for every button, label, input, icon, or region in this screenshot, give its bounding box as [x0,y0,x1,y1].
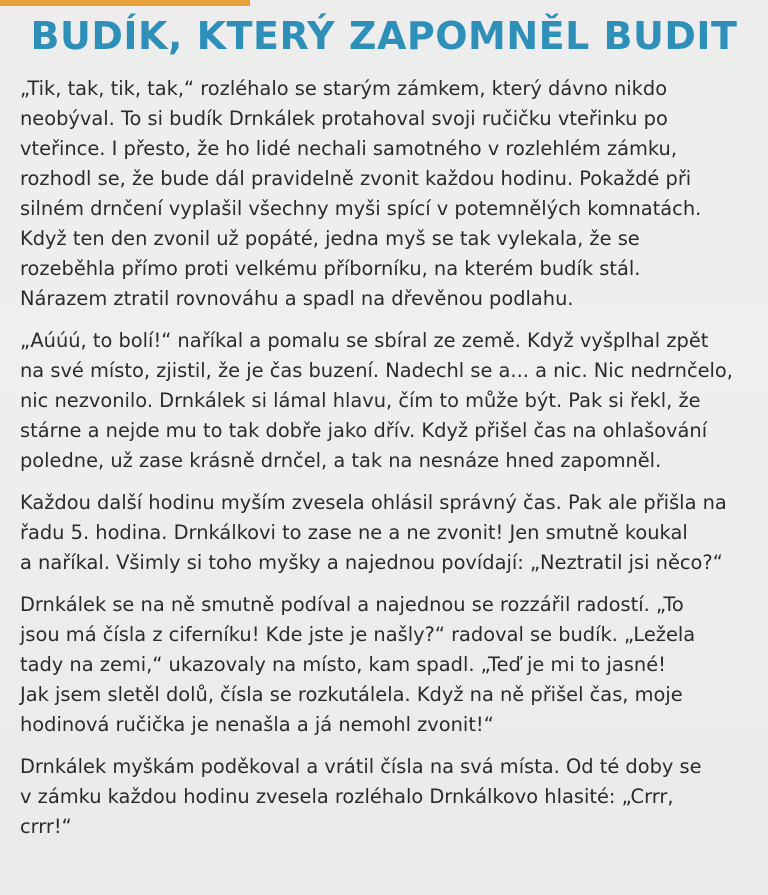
text-line: „Tik, tak, tik, tak,“ rozléhalo se starým zámkem, který dávno nikdo [20,77,668,100]
text-line: silném drnčení vyplašil všechny myši spící v potemnělých komnatách. [20,197,702,220]
orange-corner-accent [0,0,250,6]
paragraph-1 [20,74,755,314]
text-line: Nárazem ztratil rovnováhu a spadl na dřevěnou podlahu. [20,287,574,310]
text-line: Drnkálek se na ně smutně podíval a najednou se rozzářil radostí. „To [20,593,684,616]
paragraph-2 [20,326,755,476]
text-line: vteřince. I přesto, že ho lidé nechali samotného v rozlehlém zámku, [20,137,678,160]
text-line: řadu 5. hodina. Drnkálkovi to zase ne a ne zvonit! Jen smutně koukal [20,521,688,544]
text-line: hodinová ručička je nenašla a já nemohl zvonit!“ [20,713,494,736]
text-line: v zámku každou hodinu zvesela rozléhalo Drnkálkovo hlasité: „Crrr, [20,785,674,808]
text-line: Když ten den zvonil už popáté, jedna myš se tak vylekala, že se [20,227,640,250]
text-line: a naříkal. Všimly si toho myšky a najednou povídají: „Neztratil jsi něco?“ [20,551,723,574]
text-line: poledne, už zase krásně drnčel, a tak na nesnáze hned zapomněl. [20,449,662,472]
text-line: Drnkálek myškám poděkoval a vrátil čísla na svá místa. Od té doby se [20,755,702,778]
text-line: na své místo, zjistil, že je čas buzení. Nadechl se a... a nic. Nic nedrnčelo, [20,359,733,382]
story-title: BUDÍK, KTERÝ ZAPOMNĚL BUDIT [30,14,738,58]
text-line: neobýval. To si budík Drnkálek protahoval svoji ručičku vteřinku po [20,107,668,130]
story-body [20,74,755,854]
text-line: „Aúúú, to bolí!“ naříkal a pomalu se sbíral ze země. Když vyšplhal zpět [20,329,709,352]
text-line: rozhodl se, že bude dál pravidelně zvonit každou hodinu. Pokaždé při [20,167,692,190]
text-line: tady na zemi,“ ukazovaly na místo, kam spadl. „Teď je mi to jasné! [20,653,666,676]
text-line: crrr!“ [20,815,72,838]
paragraph-4 [20,590,755,740]
text-line: Jak jsem sletěl dolů, čísla se rozkutálela. Když na ně přišel čas, moje [20,683,683,706]
text-line: nic nezvonilo. Drnkálek si lámal hlavu, čím to může být. Pak si řekl, že [20,389,701,412]
paragraph-5 [20,752,755,842]
paragraph-3 [20,488,755,578]
text-line: jsou má čísla z ciferníku! Kde jste je našly?“ radoval se budík. „Ležela [20,623,696,646]
text-line: Každou další hodinu myším zvesela ohlásil správný čas. Pak ale přišla na [20,491,727,514]
text-line: rozeběhla přímo proti velkému příborníku, na kterém budík stál. [20,257,641,280]
text-line: stárne a nejde mu to tak dobře jako dřív. Když přišel čas na ohlašování [20,419,708,442]
